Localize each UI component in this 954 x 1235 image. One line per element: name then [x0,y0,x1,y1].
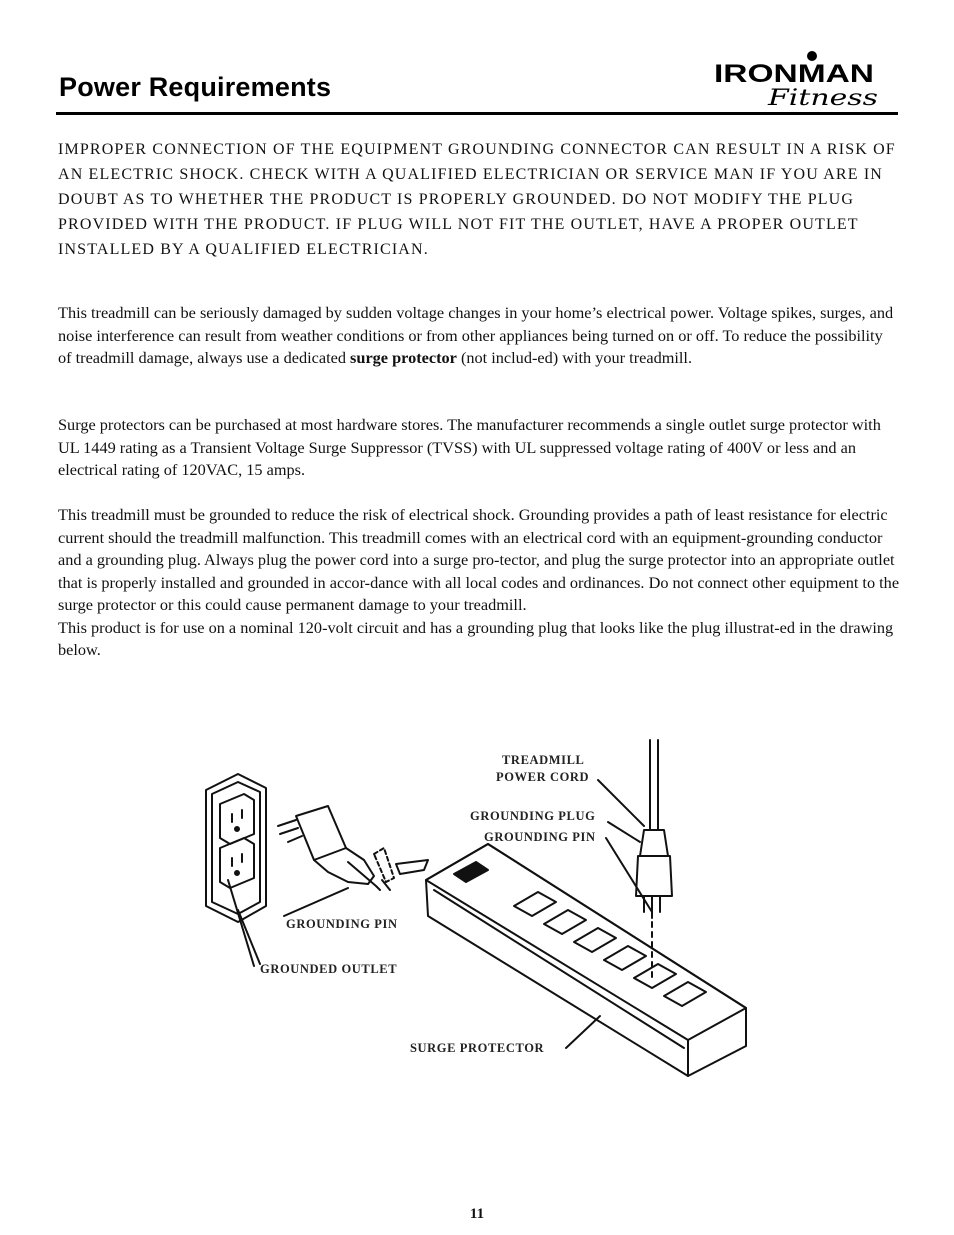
page-number: 11 [469,1206,485,1222]
paragraph-surge-protector-purchase: Surge protectors can be purchased at most hardware stores. The manufacturer recommends a single outlet surge protector with UL 1449 rating as a Transient Voltage Surge Suppressor (TVSS) with UL suppressed voltage rating of 400V or less and an electrical rating of 120VAC, 15 amps. [58,415,881,479]
paragraph-text: (not includ-ed) with your treadmill. [456,348,693,367]
label-grounded-outlet: GROUNDED OUTLET [260,962,398,976]
grounding-warning: IMPROPER CONNECTION OF THE EQUIPMENT GROUNDING CONNECTOR CAN RESULT IN A RISK OF AN ELECTRIC SHOCK. CHECK WITH A QUALIFIED ELECTRICIAN OR SERVICE MAN IF YOU ARE IN DOUBT AS TO WHETHER THE PRODUCT IS PROPERLY GROUNDED. DO NOT MODIFY THE PLUG PROVIDED WITH THE PRODUCT. IF PLUG WILL NOT FIT THE OUTLET, HAVE A PROPER OUTLET INSTALLED BY A QUALIFIED ELECTRICIAN. [58,141,896,258]
page-title: Power Requirements [59,72,332,102]
logo-script-text: Fitness [766,86,878,110]
title-divider [56,112,898,115]
paragraph-grounding-text: This treadmill must be grounded to reduce the risk of electrical shock. Grounding provides a path of least resistance for electric current should the treadmill malfunction. This treadmill comes with an electrical cord with an equipment-grounding conductor and a grounding plug. Always plug the power cord into a surge pro-tector, and plug the surge protector into an appropriate outlet that is properly installed and grounded in accor-dance with all local codes and ordinances. Do not connect other equipment to the surge protector or this could cause permanent damage to your treadmill. [58,505,900,614]
label-treadmill: TREADMILL [502,753,585,767]
label-grounding-pin-top: GROUNDING PIN [484,830,596,844]
logo-brand-text: IRONMAN [714,60,874,88]
ironman-fitness-logo-icon [712,48,882,110]
paragraph-text: This treadmill can be seriously damaged by sudden voltage changes in your home’s electrical power. Voltage spikes, surges, and noise interference can result from weather conditions or from other appliances being turned on or off. To reduce the possibility of treadmill damage, always use a dedicated [58,303,894,367]
label-power-cord: POWER CORD [496,770,590,784]
paragraph-voltage-damage [58,302,900,370]
grounding-diagram [198,730,758,1080]
surge-protector-emphasis: surge protector [350,348,457,367]
ironman-fitness-logo [712,48,882,110]
label-surge-protector: SURGE PROTECTOR [410,1041,545,1055]
grounding-diagram-illustration [198,730,758,1080]
label-grounding-plug: GROUNDING PLUG [470,809,596,823]
paragraph-circuit-note: This product is for use on a nominal 120-volt circuit and has a grounding plug that looks like the plug illustrat-ed in the drawing below. [58,617,894,659]
label-grounding-pin-left: GROUNDING PIN [286,917,398,931]
paragraph-grounding [58,504,900,662]
